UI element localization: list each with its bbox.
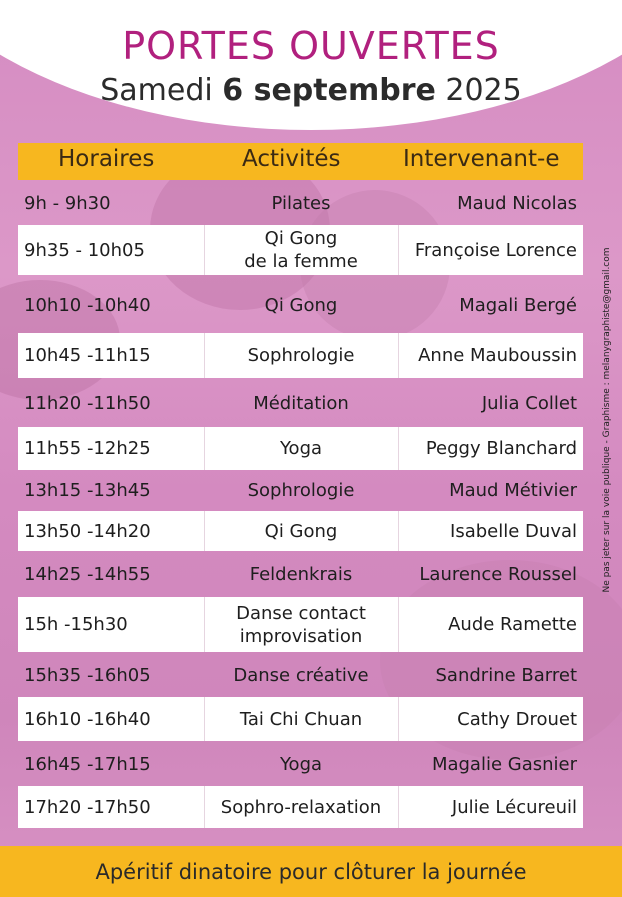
table-row bbox=[18, 697, 583, 741]
header-horaires: Horaires bbox=[58, 146, 155, 172]
row-activity: Yoga bbox=[279, 753, 323, 775]
row-time: 17h20 -17h50 bbox=[24, 796, 151, 818]
table-row bbox=[18, 183, 583, 223]
header-intervenant: Intervenant-e bbox=[403, 146, 560, 172]
side-note bbox=[596, 170, 618, 670]
table-row bbox=[18, 511, 583, 551]
row-speaker: Julia Collet bbox=[481, 392, 577, 414]
row-speaker: Françoise Lorence bbox=[414, 239, 577, 261]
table-row bbox=[18, 427, 583, 470]
table-row bbox=[18, 333, 583, 378]
activity-line-2: de la femme bbox=[244, 251, 358, 272]
row-time: 16h10 -16h40 bbox=[24, 708, 151, 730]
row-activity: Méditation bbox=[253, 392, 349, 414]
row-time: 16h45 -17h15 bbox=[24, 753, 151, 775]
row-speaker: Laurence Roussel bbox=[419, 563, 577, 585]
row-activity: Qi Gong bbox=[264, 294, 338, 316]
row-activity: Pilates bbox=[271, 192, 331, 214]
table-row bbox=[18, 471, 583, 509]
row-time: 10h10 -10h40 bbox=[24, 294, 151, 316]
table-row bbox=[18, 655, 583, 695]
row-time: 11h20 -11h50 bbox=[24, 392, 151, 414]
footer-banner bbox=[0, 846, 622, 897]
row-time: 13h50 -14h20 bbox=[24, 520, 151, 542]
table-row bbox=[18, 597, 583, 652]
row-separator bbox=[204, 225, 205, 275]
row-activity: Sophrologie bbox=[247, 345, 355, 366]
row-speaker: Isabelle Duval bbox=[450, 520, 577, 542]
row-speaker: Cathy Drouet bbox=[457, 708, 577, 730]
footer-text: Apéritif dinatoire pour clôturer la journée bbox=[95, 859, 527, 884]
table-header bbox=[18, 143, 583, 180]
subtitle-day: Samedi bbox=[100, 73, 223, 108]
row-time: 15h35 -16h05 bbox=[24, 664, 151, 686]
page-title: PORTES OUVERTES bbox=[122, 24, 500, 68]
subtitle-year: 2025 bbox=[435, 73, 522, 108]
table-row bbox=[18, 786, 583, 828]
row-separator bbox=[204, 786, 205, 828]
row-speaker: Anne Mauboussin bbox=[418, 345, 577, 366]
row-activity bbox=[206, 597, 396, 652]
table-row bbox=[18, 381, 583, 425]
row-time: 13h15 -13h45 bbox=[24, 479, 151, 501]
row-separator bbox=[204, 511, 205, 551]
row-speaker: Aude Ramette bbox=[448, 614, 577, 635]
activity-line-1: Danse contact bbox=[236, 602, 366, 624]
row-speaker: Peggy Blanchard bbox=[425, 438, 577, 459]
row-separator bbox=[204, 427, 205, 470]
row-activity: Feldenkrais bbox=[249, 563, 353, 585]
row-time: 14h25 -14h55 bbox=[24, 563, 151, 585]
row-separator bbox=[204, 333, 205, 378]
table-row bbox=[18, 554, 583, 594]
header-activites: Activités bbox=[242, 146, 341, 172]
row-time: 9h - 9h30 bbox=[24, 192, 111, 214]
row-activity bbox=[206, 225, 396, 275]
row-activity: Sophrologie bbox=[247, 479, 355, 501]
row-activity: Sophro-relaxation bbox=[220, 796, 382, 818]
page-subtitle bbox=[0, 73, 622, 108]
table-row bbox=[18, 280, 583, 330]
row-speaker: Magalie Gasnier bbox=[431, 753, 577, 775]
row-speaker: Julie Lécureuil bbox=[451, 796, 577, 818]
row-activity: Qi Gong bbox=[264, 520, 338, 542]
side-note-text: Ne pas jeter sur la voie publique - Graphisme : melanygraphiste@gmail.com bbox=[602, 247, 612, 593]
row-activity: Tai Chi Chuan bbox=[239, 708, 363, 730]
table-row bbox=[18, 744, 583, 784]
activity-line-2: improvisation bbox=[239, 625, 363, 647]
row-activity: Danse créative bbox=[233, 664, 369, 686]
row-speaker: Maud Nicolas bbox=[457, 192, 577, 214]
row-speaker: Sandrine Barret bbox=[435, 664, 577, 686]
row-time: 11h55 -12h25 bbox=[24, 438, 151, 459]
row-activity: Yoga bbox=[279, 438, 323, 459]
row-time: 9h35 - 10h05 bbox=[24, 239, 145, 261]
subtitle-date: 6 septembre bbox=[222, 73, 436, 108]
row-separator bbox=[204, 697, 205, 741]
row-separator bbox=[204, 597, 205, 652]
row-time: 15h -15h30 bbox=[24, 614, 128, 635]
row-time: 10h45 -11h15 bbox=[24, 345, 151, 366]
row-speaker: Magali Bergé bbox=[459, 294, 577, 316]
table-row bbox=[18, 225, 583, 275]
activity-line-1: Qi Gong bbox=[264, 228, 338, 249]
row-speaker: Maud Métivier bbox=[449, 479, 577, 501]
